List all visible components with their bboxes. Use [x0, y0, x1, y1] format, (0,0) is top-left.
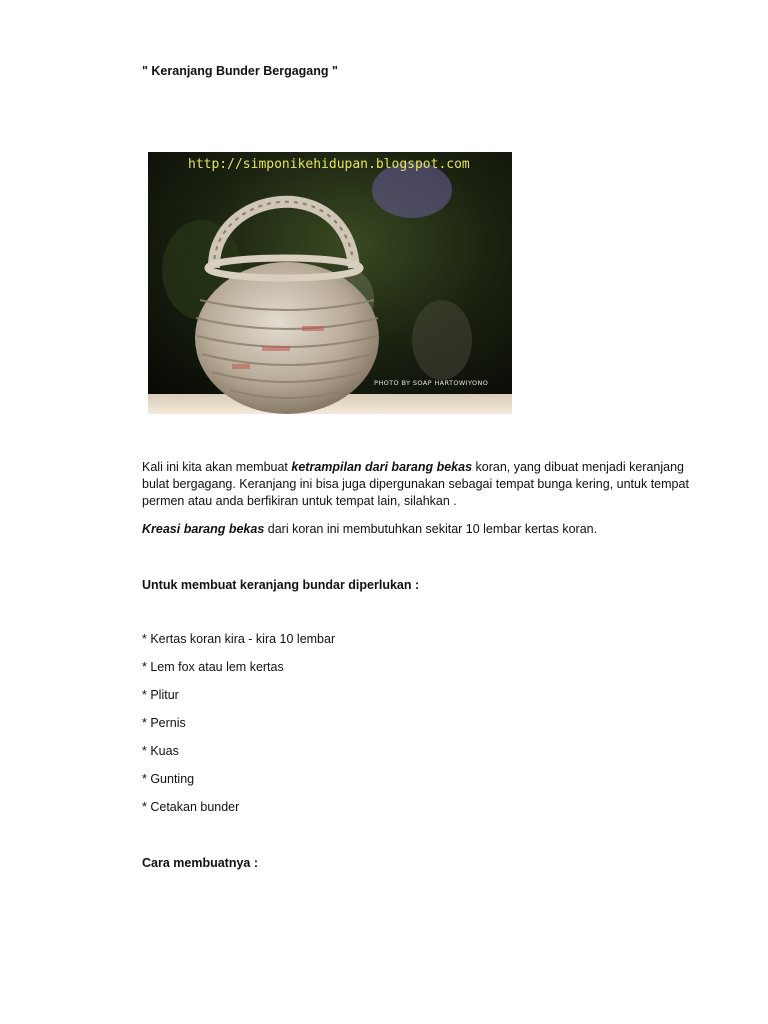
howto-heading: Cara membuatnya :	[142, 856, 259, 870]
material-item: * Cetakan bunder	[142, 800, 240, 814]
intro-emphasis: ketrampilan dari barang bekas	[291, 460, 473, 474]
intro-text-1: Kali ini kita akan membuat	[142, 460, 292, 474]
materials-intro-paragraph	[142, 521, 702, 538]
photo-credit: PHOTO BY SOAP HARTOWIYONO	[374, 379, 489, 387]
kreasi-emphasis: Kreasi barang bekas	[142, 522, 265, 536]
material-item: * Kuas	[142, 744, 179, 758]
material-item: * Plitur	[142, 688, 179, 702]
watermark-url: http://simponikehidupan.blogspot.com	[188, 157, 470, 172]
material-item: * Lem fox atau lem kertas	[142, 660, 284, 674]
needs-heading: Untuk membuat keranjang bundar diperlukan :	[142, 578, 420, 592]
intro-paragraph	[142, 459, 702, 510]
material-item: * Kertas koran kira - kira 10 lembar	[142, 632, 336, 646]
materials-intro-text: dari koran ini membutuhkan sekitar 10 lembar kertas koran.	[264, 522, 598, 536]
intro-text-2: koran, yang dibuat menjadi keranjang bulat bergagang. Keranjang ini bisa juga dipergunakan sebagai tempat bunga kering, untuk tempat permen atau anda berfikiran untuk tempat lain, silahkan .	[142, 460, 689, 508]
basket-photo	[142, 150, 518, 418]
document-title: " Keranjang Bunder Bergagang "	[142, 64, 338, 78]
material-item: * Pernis	[142, 716, 186, 730]
material-item: * Gunting	[142, 772, 195, 786]
